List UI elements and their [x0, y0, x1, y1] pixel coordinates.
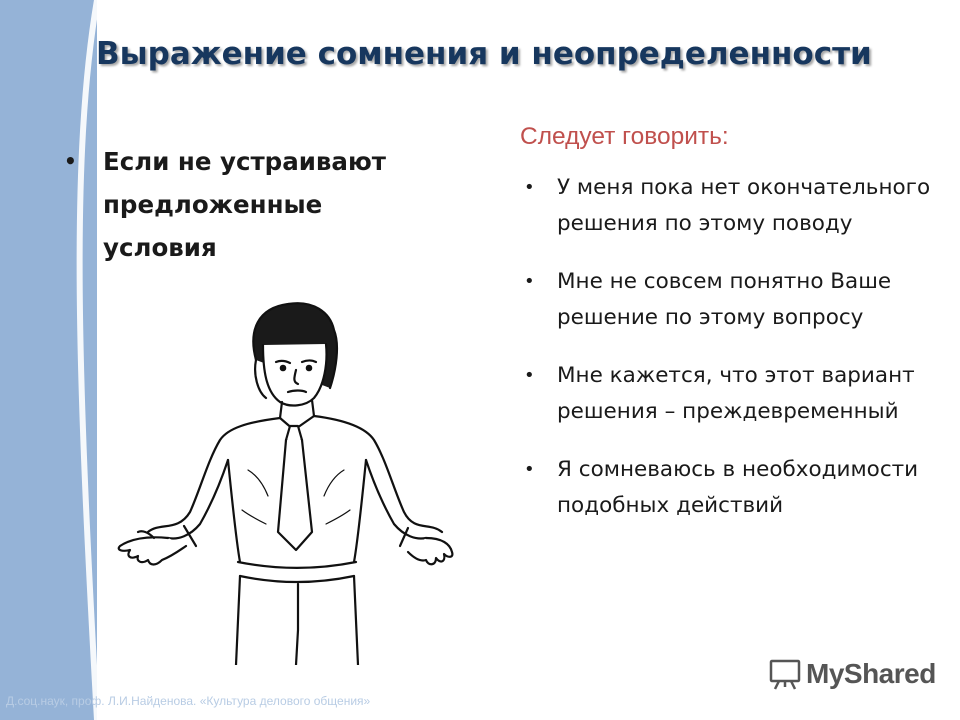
bullet-dot: •	[524, 177, 535, 198]
right-heading: Следует говорить:	[520, 123, 729, 150]
footer-credit: Д.соц.наук, проф. Л.И.Найденова. «Культура делового общения»	[6, 694, 371, 708]
myshared-logo[interactable]	[768, 654, 936, 694]
list-item	[520, 264, 940, 336]
slide-title: Выражение сомнения и неопределенности	[96, 36, 872, 72]
left-bullet	[64, 140, 424, 269]
list-item-text: У меня пока нет окончательного решения по этому поводу	[557, 175, 931, 236]
list-item-text: Я сомневаюсь в необходимости подобных действий	[557, 457, 919, 518]
bullet-dot: •	[64, 149, 77, 173]
bullet-dot: •	[524, 365, 535, 386]
board-icon	[768, 657, 802, 691]
list-item-text: Мне кажется, что этот вариант решения – преждевременный	[557, 363, 915, 424]
bullet-dot: •	[524, 271, 535, 292]
right-bullet-list	[520, 170, 940, 546]
left-bullet-text: Если не устраивают предложенные условия	[103, 147, 386, 262]
logo-text: MyShared	[806, 658, 936, 689]
list-item	[520, 358, 940, 430]
bullet-dot: •	[524, 459, 535, 480]
shrugging-man-illustration	[108, 300, 458, 665]
list-item	[520, 452, 940, 524]
list-item-text: Мне не совсем понятно Ваше решение по этому вопросу	[557, 269, 892, 330]
list-item	[520, 170, 940, 242]
